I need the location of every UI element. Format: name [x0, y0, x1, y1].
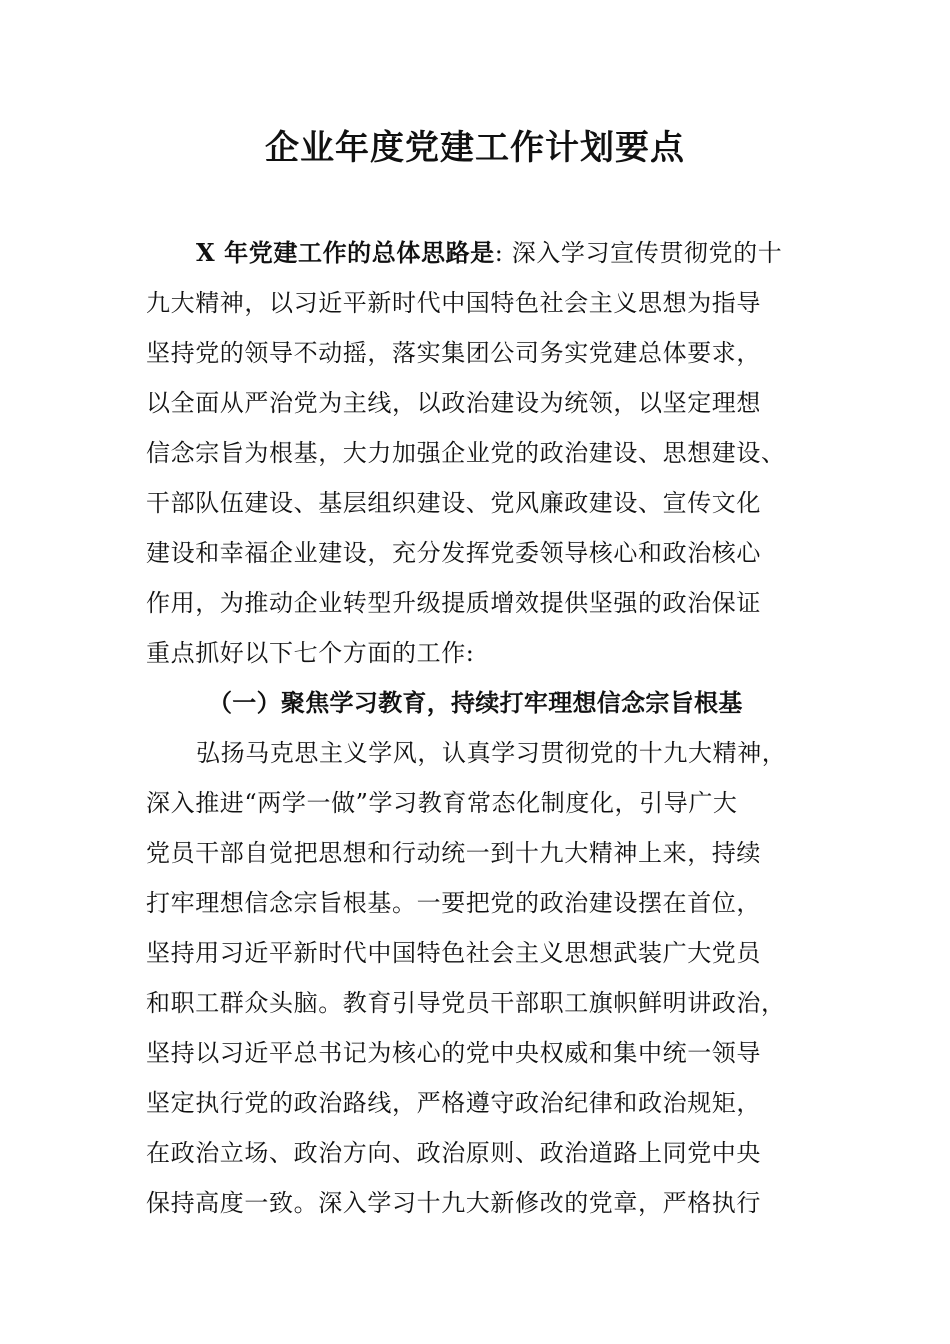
intro-line: 坚持党的领导不动摇，落实集团公司务实党建总体要求， [146, 339, 761, 367]
intro-lead-rest: : 深入学习宣传贯彻党的十 [494, 239, 783, 267]
section-1-line: 坚持以习近平总书记为核心的党中央权威和集中统一领导 [146, 1039, 761, 1067]
intro-line: 干部队伍建设、基层组织建设、党风廉政建设、宣传文化 [146, 489, 761, 517]
document-title: 企业年度党建工作计划要点 [265, 128, 685, 168]
section-1-line: 党员干部自觉把思想和行动统一到十九大精神上来，持续 [146, 839, 761, 867]
section-1-line: 保持高度一致。深入学习十九大新修改的党章，严格执行 [146, 1189, 761, 1217]
section-1-line: 坚定执行党的政治路线，严格遵守政治纪律和政治规矩， [146, 1089, 761, 1117]
intro-line: 信念宗旨为根基，大力加强企业党的政治建设、思想建设、 [146, 439, 786, 467]
document-body [146, 228, 821, 1228]
intro-line: 建设和幸福企业建设，充分发挥党委领导核心和政治核心 [146, 539, 761, 567]
intro-line: 重点抓好以下七个方面的工作: [146, 639, 475, 667]
section-1-heading: （一）聚焦学习教育，持续打牢理想信念宗旨根基 [208, 688, 743, 717]
intro-first-line [146, 228, 821, 278]
section-1-line: 深入推进“两学一做”学习教育常态化制度化，引导广大 [146, 789, 738, 817]
intro-line: 以全面从严治党为主线，以政治建设为统领，以坚定理想 [146, 389, 761, 417]
intro-lead-bold: X 年党建工作的总体思路是 [196, 238, 495, 267]
section-1-line: 打牢理想信念宗旨根基。一要把党的政治建设摆在首位， [146, 889, 761, 917]
section-1-line: 和职工群众头脑。教育引导党员干部职工旗帜鲜明讲政治， [146, 989, 786, 1017]
intro-line: 九大精神，以习近平新时代中国特色社会主义思想为指导 [146, 289, 761, 317]
section-1-line: 弘扬马克思主义学风，认真学习贯彻党的十九大精神， [196, 739, 787, 767]
intro-line: 作用，为推动企业转型升级提质增效提供坚强的政治保证 [146, 589, 761, 617]
section-1-line: 在政治立场、政治方向、政治原则、政治道路上同党中央 [146, 1139, 761, 1167]
section-1-line: 坚持用习近平新时代中国特色社会主义思想武装广大党员 [146, 939, 761, 967]
